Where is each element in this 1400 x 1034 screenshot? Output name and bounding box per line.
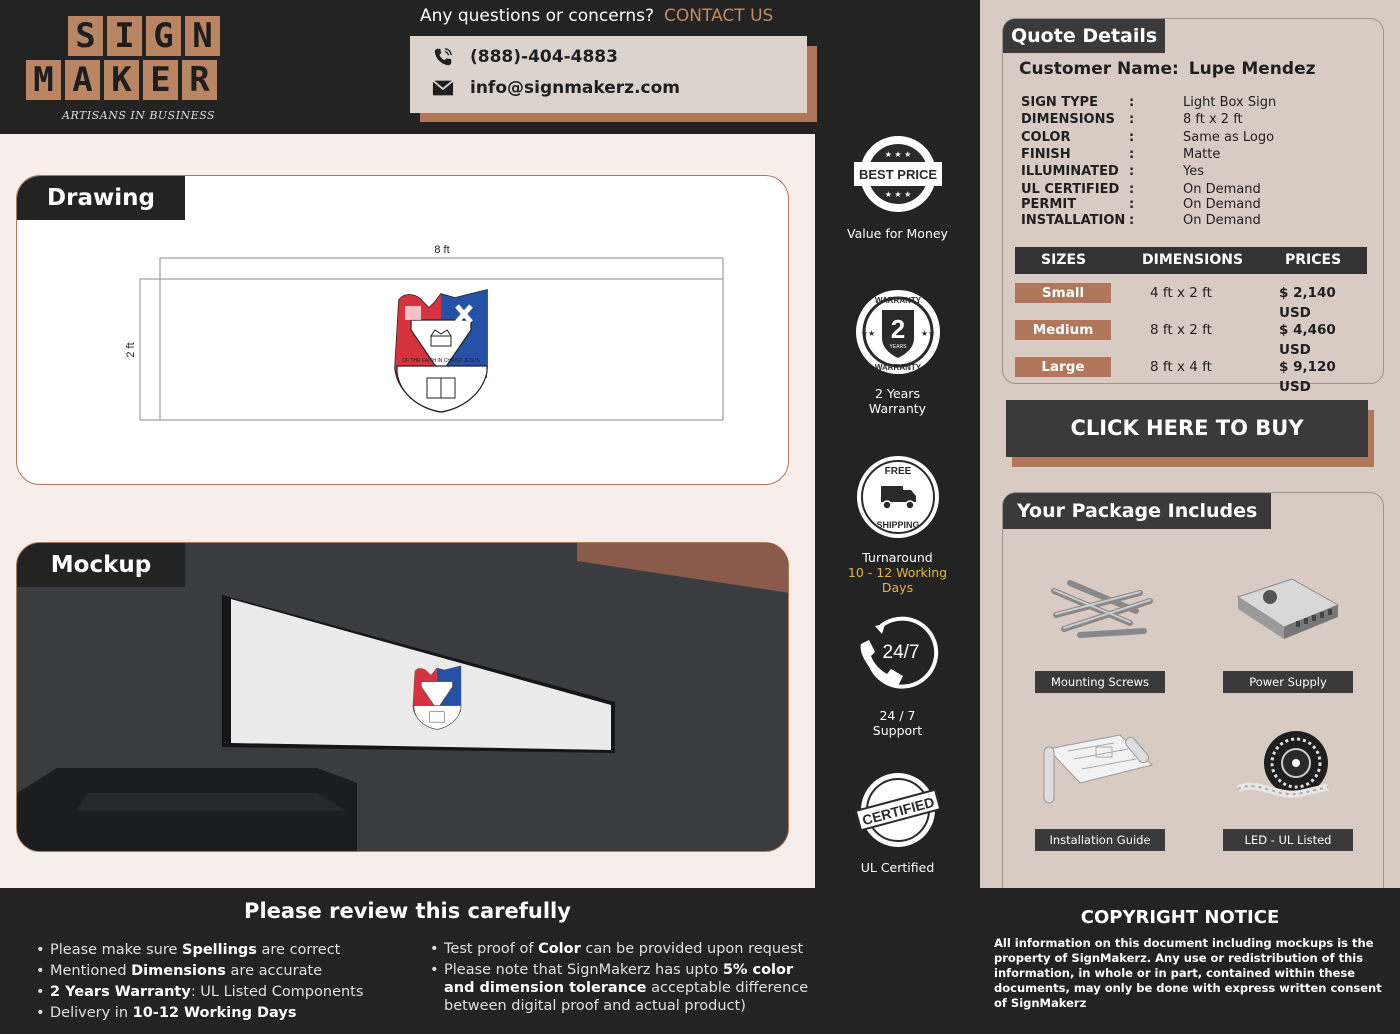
support-24-7-icon	[855, 612, 941, 698]
package-item	[1035, 571, 1165, 693]
spec-label: ILLUMINATED	[1021, 164, 1119, 179]
spec-colon: :	[1129, 147, 1135, 162]
spec-colon: :	[1129, 112, 1135, 127]
column-header-sizes: SIZES	[1041, 252, 1087, 268]
review-item: • Test proof of Color can be provided upon request	[430, 940, 815, 958]
spec-colon: :	[1129, 95, 1135, 110]
package-item-label: Mounting Screws	[1035, 671, 1165, 693]
ul-certified-badge	[815, 770, 980, 875]
spec-value: On Demand	[1183, 213, 1261, 228]
review-item: • Please note that SignMakerz has upto 5% color and dimension tolerance acceptable difference between digital proof and actual product)	[430, 961, 815, 1015]
support-icon-text: 24/7	[882, 642, 919, 663]
review-item: • Mentioned Dimensions are accurate	[36, 961, 426, 981]
logo-letter: G	[146, 16, 181, 56]
spec-colon: :	[1129, 213, 1135, 228]
price-row	[1015, 320, 1367, 358]
drawing-card	[16, 175, 789, 485]
support-label-line2: Support	[872, 723, 923, 738]
spec-value: On Demand	[1183, 197, 1261, 212]
column-header-dimensions: DIMENSIONS	[1142, 252, 1244, 268]
warranty-badge	[815, 288, 980, 416]
column-header-prices: PRICES	[1285, 252, 1342, 268]
size-price: $ 2,140 USD	[1279, 285, 1336, 321]
customer-name-row	[1019, 59, 1316, 79]
spec-row	[1021, 111, 1381, 128]
proof-panel	[0, 134, 815, 888]
spec-label: INSTALLATION	[1021, 213, 1126, 228]
svg-text:★★: ★★	[860, 329, 875, 338]
support-label	[815, 708, 980, 738]
phone-row[interactable]	[432, 46, 618, 68]
warranty-arc-text: WARRANTY	[874, 296, 921, 305]
height-dimension-label: 2 ft	[125, 342, 137, 358]
logo-letter: M	[26, 60, 61, 100]
phone-number: (888)-404-4883	[470, 47, 618, 67]
package-item	[1223, 729, 1353, 851]
spec-label: DIMENSIONS	[1021, 112, 1115, 127]
spec-value: 8 ft x 2 ft	[1183, 112, 1243, 127]
logo-art-text: OF THE FAITH IN CHRIST JESUS	[402, 358, 480, 364]
logo-letter: R	[182, 60, 217, 100]
best-price-icon	[848, 134, 948, 216]
spec-value: Matte	[1183, 147, 1221, 162]
spec-label: COLOR	[1021, 130, 1071, 145]
phone-icon	[432, 46, 454, 68]
spec-row	[1021, 212, 1381, 229]
free-shipping-badge	[815, 454, 980, 595]
spec-value: Yes	[1183, 164, 1204, 179]
best-price-badge	[815, 134, 980, 241]
spec-colon: :	[1129, 164, 1135, 179]
svg-text:★ ★ ★: ★ ★ ★	[884, 150, 911, 159]
led-strip-image	[1228, 729, 1348, 809]
spec-row	[1021, 196, 1381, 213]
warranty-label	[815, 386, 980, 416]
review-item: • Delivery in 10-12 Working Days	[36, 1003, 426, 1023]
warranty-label-line1: 2 Years	[875, 386, 920, 401]
logo-row-sign	[68, 16, 220, 56]
contact-us-link[interactable]: CONTACT US	[664, 6, 774, 26]
best-price-text: BEST PRICE	[858, 167, 937, 182]
warranty-icon	[848, 288, 948, 376]
size-dimensions: 8 ft x 2 ft	[1150, 322, 1212, 338]
size-tag: Small	[1015, 283, 1111, 303]
customer-name-value: Lupe Mendez	[1188, 59, 1316, 79]
logo-letter: N	[185, 16, 220, 56]
logo-letter: K	[104, 60, 139, 100]
spec-value: Same as Logo	[1183, 130, 1275, 145]
mockup-tab: Mockup	[17, 543, 185, 587]
spec-colon: :	[1129, 182, 1135, 197]
spec-colon: :	[1129, 130, 1135, 145]
package-item-label: Power Supply	[1223, 671, 1353, 693]
logo-letter: E	[143, 60, 178, 100]
price-table-header	[1015, 247, 1367, 274]
installation-guide-image	[1040, 729, 1160, 809]
price-row	[1015, 283, 1367, 321]
shield-logo	[395, 290, 487, 412]
spec-row	[1021, 129, 1381, 146]
mail-icon	[432, 79, 454, 97]
package-includes-title: Your Package Includes	[1003, 493, 1271, 529]
size-dimensions: 8 ft x 4 ft	[1150, 359, 1212, 375]
quote-details-box	[1002, 18, 1384, 395]
size-price: $ 9,120 USD	[1279, 359, 1336, 395]
width-dimension-label: 8 ft	[434, 244, 450, 256]
support-label-line1: 24 / 7	[879, 708, 916, 723]
logo-row-makerz	[26, 60, 217, 100]
review-list-left	[36, 940, 426, 1024]
size-dimensions: 4 ft x 2 ft	[1150, 285, 1212, 301]
mockup-scene	[17, 543, 789, 852]
best-price-label: Value for Money	[847, 226, 948, 241]
warranty-arc-text: WARRANTY	[874, 363, 921, 372]
spec-label: FINISH	[1021, 147, 1071, 162]
spec-label: PERMIT	[1021, 197, 1077, 212]
copyright-text: All information on this document including mockups is the property of SignMakerz. Any use or redistribution of this information, in whole or in part, contained within these documents, may only be done with express written consent of SignMakerz	[994, 936, 1382, 1010]
spec-label: UL CERTIFIED	[1021, 182, 1120, 197]
spec-row	[1021, 163, 1381, 180]
contact-box	[410, 36, 807, 113]
spec-label: SIGN TYPE	[1021, 95, 1098, 110]
support-badge	[815, 612, 980, 738]
email-row[interactable]	[432, 78, 680, 98]
screws-image	[1040, 571, 1160, 651]
size-tag: Medium	[1015, 320, 1111, 340]
free-shipping-icon	[855, 454, 941, 540]
buy-button[interactable]: CLICK HERE TO BUY	[1006, 400, 1368, 457]
logo-letter: A	[65, 60, 100, 100]
power-supply-image	[1228, 571, 1348, 651]
free-text: FREE	[884, 466, 911, 477]
svg-text:★ ★ ★: ★ ★ ★	[884, 190, 911, 199]
size-tag: Large	[1015, 357, 1111, 377]
mockup-card	[16, 542, 789, 852]
logo-letter: S	[68, 16, 103, 56]
ul-certified-label: UL Certified	[860, 860, 935, 875]
email-address: info@signmakerz.com	[470, 78, 680, 98]
brand-logo	[26, 14, 226, 126]
spec-value: Light Box Sign	[1183, 95, 1277, 110]
warranty-years-text: YEARS	[889, 344, 906, 350]
package-item	[1035, 729, 1165, 851]
review-item: • 2 Years Warranty: UL Listed Components	[36, 982, 426, 1002]
turnaround-days-line1: 10 - 12 Working	[847, 565, 948, 580]
warranty-years-number: 2	[890, 314, 905, 344]
spec-value: On Demand	[1183, 182, 1261, 197]
spec-row	[1021, 94, 1381, 111]
spec-row	[1021, 146, 1381, 163]
mockup-shield-logo	[413, 666, 461, 729]
review-item: • Please make sure Spellings are correct	[36, 940, 426, 960]
logo-letter: I	[107, 16, 142, 56]
turnaround-label	[815, 550, 980, 595]
size-price: $ 4,460 USD	[1279, 322, 1336, 358]
spec-colon: :	[1129, 197, 1135, 212]
package-item	[1223, 571, 1353, 693]
copyright-title: COPYRIGHT NOTICE	[1080, 907, 1280, 928]
price-row	[1015, 357, 1367, 395]
shipping-text: SHIPPING	[875, 520, 920, 530]
customer-name-label: Customer Name:	[1019, 59, 1179, 79]
package-item-label: Installation Guide	[1035, 829, 1165, 851]
drawing-tab: Drawing	[17, 176, 185, 220]
warranty-label-line2: Warranty	[868, 401, 927, 416]
package-includes-box	[1002, 492, 1384, 888]
svg-text:★★: ★★	[920, 329, 935, 338]
turnaround-text: Turnaround	[862, 550, 933, 565]
quote-details-title: Quote Details	[1003, 19, 1165, 53]
questions-text: Any questions or concerns?	[420, 6, 655, 26]
review-title: Please review this carefully	[244, 899, 571, 923]
technical-drawing	[17, 176, 789, 485]
brand-tagline: ARTISANS IN BUSINESS	[62, 109, 216, 122]
review-list-right	[430, 940, 815, 1016]
certified-stamp-text: CERTIFIED	[860, 793, 936, 829]
certified-stamp-icon	[855, 770, 941, 850]
turnaround-days-line2: Days	[881, 580, 914, 595]
questions-line	[420, 6, 773, 26]
package-item-label: LED - UL Listed	[1223, 829, 1353, 851]
